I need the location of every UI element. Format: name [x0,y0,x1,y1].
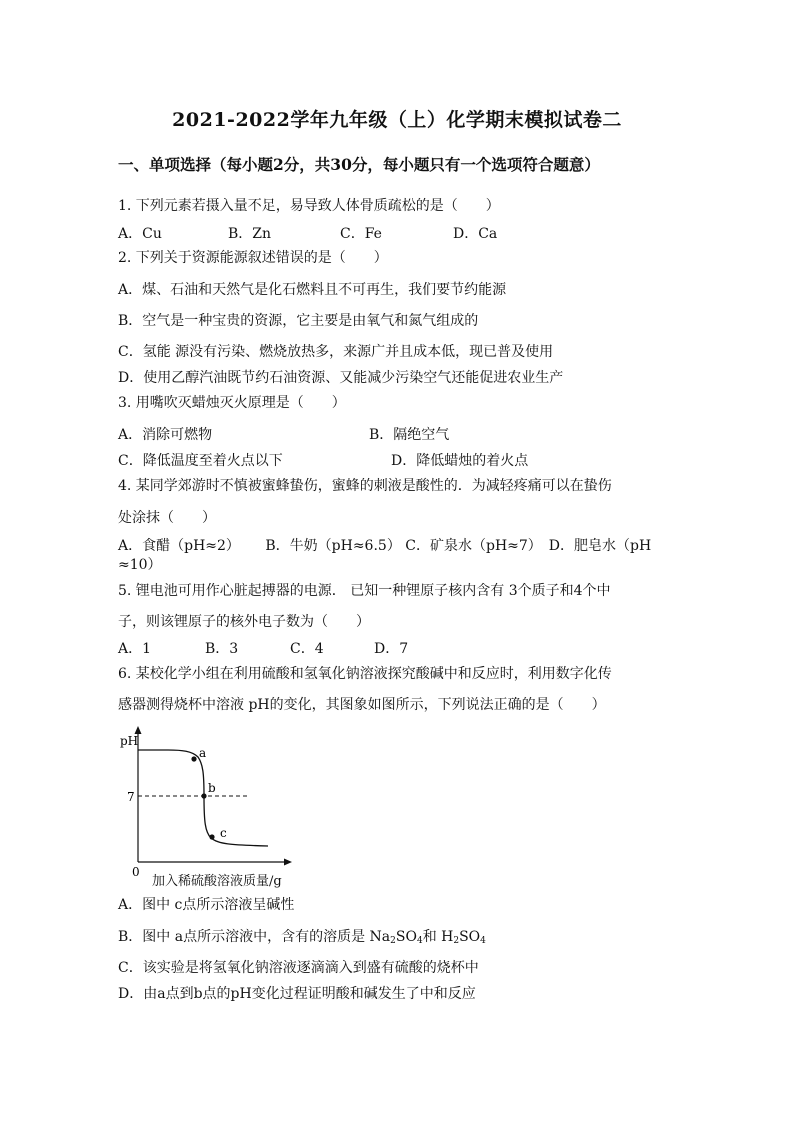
q6-option-b-sub2: 4 [416,936,423,946]
q6-stem-line2: 感器测得烧杯中溶液 pH的变化，其图象如图所示，下列说法正确的是（ ） [118,697,606,713]
q6-option-b [118,928,486,950]
q2-option-c: C．氢能 源没有污染、燃烧放热多，来源广并且成本低，现已普及使用 [118,344,554,360]
point-a-label: a [199,746,207,760]
q3-option-c: C．降低温度至着火点以下 [118,453,283,469]
y-axis-label: pH [120,734,139,748]
q5-option-c: C．4 [290,641,324,657]
q5-option-a: A．1 [118,641,152,657]
q4-stem-line1: 4. 某同学郊游时不慎被蜜蜂蛰伤，蜜蜂的刺液是酸性的．为减轻疼痛可以在蛰伤 [118,478,612,494]
y-axis-arrow [135,726,142,734]
q6-option-b-text3: 和 H [422,929,454,945]
q5-option-d: D．7 [374,641,409,657]
y-tick-label-7: 7 [127,790,135,804]
q1-option-d: D．Ca [453,226,498,242]
q1-option-c: C．Fe [340,226,382,242]
ph-chart [110,724,310,888]
point-a [191,756,196,761]
q3-option-d: D．降低蜡烛的着火点 [391,453,529,469]
page-title: 2021-2022学年九年级（上）化学期末模拟试卷二 [172,109,622,131]
section-heading: 一、单项选择（每小题2分，共30分，每小题只有一个选项符合题意） [118,155,600,174]
q6-option-b-text: B．图中 a点所示溶液中，含有的溶质是 Na [118,929,391,945]
q5-stem-line2: 子，则该锂原子的核外电子数为（ ） [118,614,370,630]
q4-stem-line2: 处涂抹（ ） [118,510,216,526]
q6-option-c: C．该实验是将氢氧化钠溶液逐滴滴入到盛有硫酸的烧杯中 [118,960,479,976]
q3-stem: 3. 用嘴吹灭蜡烛灭火原理是（ ） [118,395,346,411]
q6-option-a: A．图中 c点所示溶液呈碱性 [118,897,295,913]
q2-option-d: D．使用乙醇汽油既节约石油资源、又能减少污染空气还能促进农业生产 [118,370,564,386]
point-c [209,834,214,839]
q6-option-b-sub4: 4 [480,936,486,946]
q3-option-a: A．消除可燃物 [118,427,213,443]
q6-option-b-text2: SO [395,929,417,945]
point-b-label: b [208,781,216,795]
q6-stem-line1: 6. 某校化学小组在利用硫酸和氢氧化钠溶液探究酸碱中和反应时，利用数字化传 [118,666,612,682]
q5-stem-line1: 5. 锂电池可用作心脏起搏器的电源． 已知一种锂原子核内含有 3个质子和4个中 [118,583,611,599]
point-b [201,793,206,798]
q3-option-b: B．隔绝空气 [369,427,450,443]
x-axis-label: 加入稀硫酸溶液质量/g [152,874,282,889]
q2-stem: 2. 下列关于资源能源叙述错误的是（ ） [118,250,388,266]
q5-option-b: B．3 [205,641,239,657]
q2-option-b: B．空气是一种宝贵的资源，它主要是由氧气和氮气组成的 [118,313,479,329]
q6-option-d: D．由a点到b点的pH变化过程证明酸和碱发生了中和反应 [118,986,476,1002]
q2-option-a: A．煤、石油和天然气是化石燃料且不可再生，我们要节约能源 [118,282,507,298]
x-axis-arrow [284,859,292,866]
q1-option-b: B．Zn [228,226,272,242]
q6-option-b-text4: SO [459,929,481,945]
q6-option-b-sub3: 2 [453,936,460,946]
q1-stem: 1. 下列元素若摄入量不足，易导致人体骨质疏松的是（ ） [118,198,500,214]
q4-options-line2: ≈10） [118,557,162,573]
q6-option-b-sub1: 2 [390,936,396,946]
q1-option-a: A．Cu [118,226,162,242]
origin-label: 0 [132,865,140,879]
q4-options-line1: A．食醋（pH≈2） B．牛奶（pH≈6.5） C．矿泉水（pH≈7） D．肥皂水（pH [118,538,652,554]
point-c-label: c [220,826,227,840]
